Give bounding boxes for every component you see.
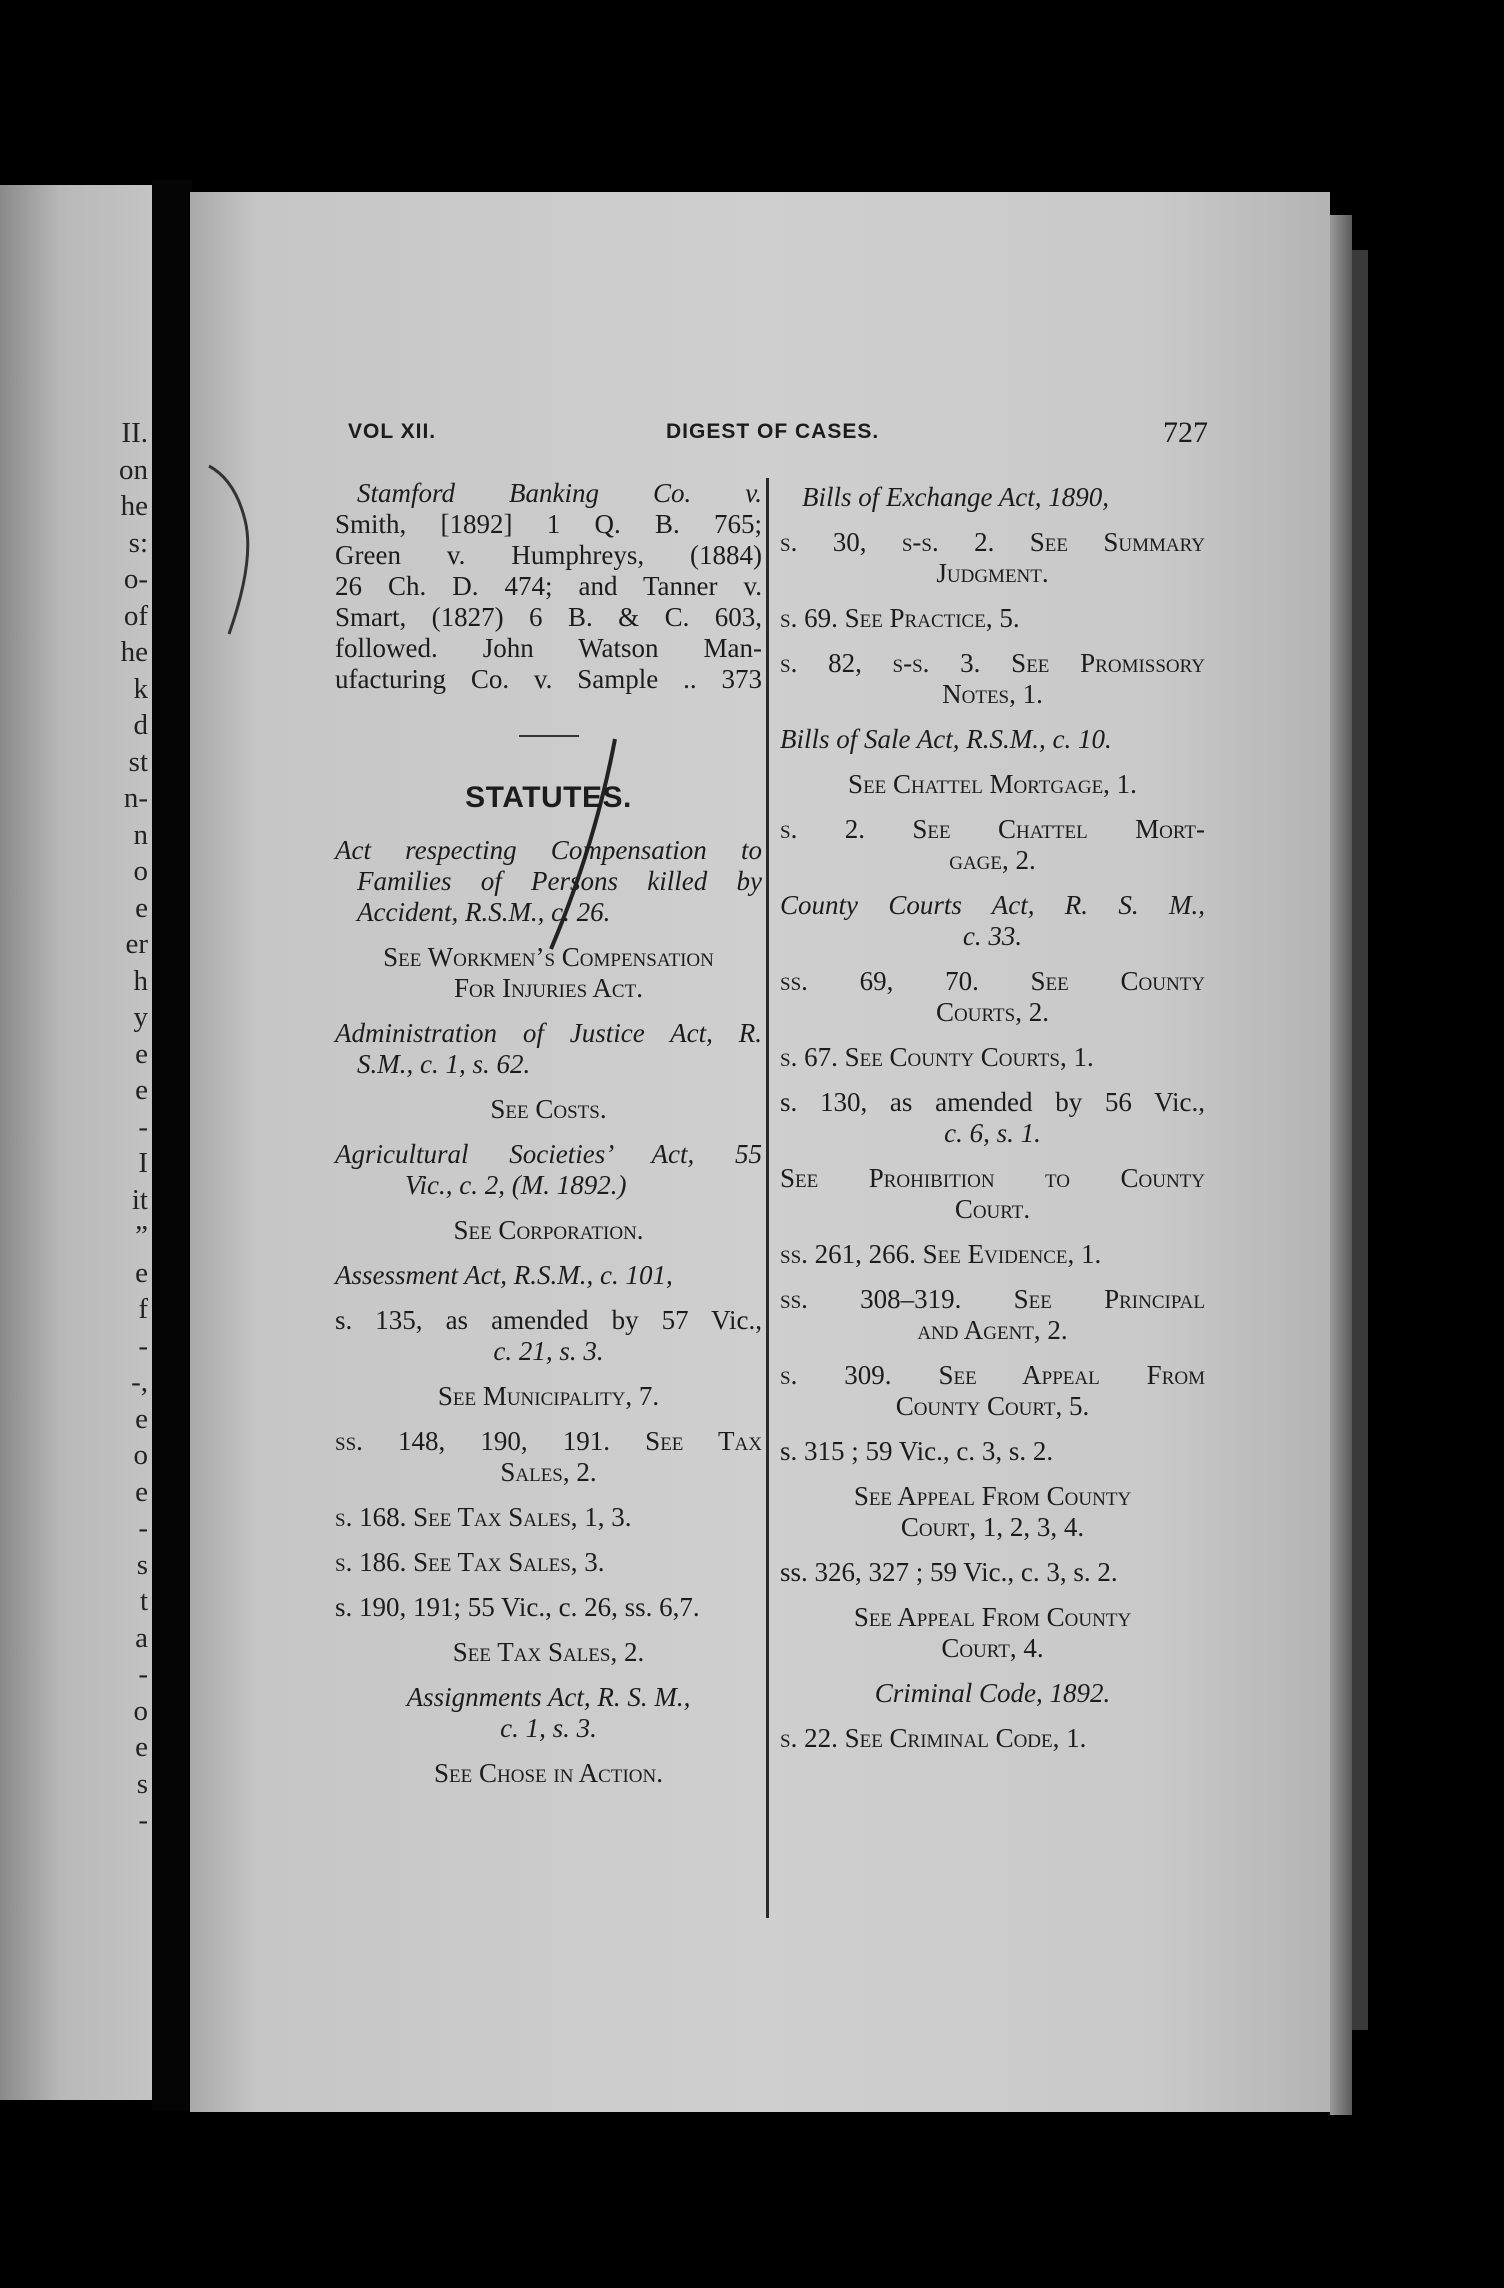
citation-line: followed. John Watson Man- xyxy=(335,633,762,663)
statute-entry: Bills of Sale Act, R.S.M., c. 10. xyxy=(780,724,1112,754)
statute-entry: c. 1, s. 3. xyxy=(500,1713,597,1743)
section-entry: ss. 326, 327 ; 59 Vic., c. 3, s. 2. xyxy=(780,1557,1118,1587)
cross-reference: See Corporation. xyxy=(453,1215,644,1245)
cross-reference: For Injuries Act. xyxy=(454,973,643,1003)
facing-page-fragment: I xyxy=(138,1147,148,1179)
statute-entry: Vic., c. 2, (M. 1892.) xyxy=(405,1170,627,1200)
section-entry: s. 190, 191; 55 Vic., c. 26, ss. 6,7. xyxy=(335,1592,700,1622)
facing-page-fragment: a xyxy=(135,1621,148,1654)
facing-page-fragment: er xyxy=(125,928,148,960)
section-entry: s. 30, s-s. 2. See Summary xyxy=(780,527,1205,557)
statute-entry: Assignments Act, R. S. M., xyxy=(406,1682,691,1712)
cross-reference: See Appeal From County xyxy=(853,1481,1132,1511)
section-entry: and Agent, 2. xyxy=(917,1315,1068,1345)
facing-page-fragment: n xyxy=(133,818,148,851)
facing-page-fragment: o xyxy=(133,1694,148,1727)
cross-reference: See Appeal From County xyxy=(853,1602,1132,1632)
section-entry: ss. 148, 190, 191. See Tax xyxy=(335,1426,762,1456)
cross-reference: See Chose in Action. xyxy=(434,1758,663,1788)
section-entry: s. 130, as amended by 56 Vic., xyxy=(780,1087,1205,1117)
facing-page-fragment: - xyxy=(138,1329,148,1362)
statute-entry: County Courts Act, R. S. M., xyxy=(780,890,1205,920)
facing-page-fragment: o- xyxy=(123,563,148,595)
section-entry: ss. 69, 70. See County xyxy=(780,966,1205,996)
section-entry: c. 6, s. 1. xyxy=(944,1118,1041,1148)
facing-page-fragment: e xyxy=(135,1731,148,1763)
facing-page-fragment: - xyxy=(138,1512,148,1544)
facing-page-fragment: f xyxy=(138,1293,148,1325)
statute-entry: Assessment Act, R.S.M., c. 101, xyxy=(335,1260,673,1290)
facing-page-fragment: s xyxy=(136,1767,148,1800)
statute-entry: Agricultural Societies’ Act, 55 xyxy=(335,1139,762,1169)
facing-page-fragment: he xyxy=(120,490,148,522)
facing-page-fragment: e xyxy=(135,1074,148,1106)
facing-page-fragment: e xyxy=(135,891,148,924)
facing-page-fragment: y xyxy=(133,1001,148,1033)
page-edge-shadow xyxy=(1352,250,1368,2030)
section-heading: STATUTES. xyxy=(465,781,632,814)
section-entry: s. 67. See County Courts, 1. xyxy=(780,1042,1094,1072)
statute-entry: Act respecting Compensation to xyxy=(335,835,762,865)
facing-page-fragment: on xyxy=(119,453,148,486)
section-entry: Judgment. xyxy=(936,558,1049,588)
cross-reference: Court, 4. xyxy=(941,1633,1044,1663)
facing-page-fragment: n- xyxy=(123,782,148,814)
facing-page-fragment: -, xyxy=(131,1366,148,1398)
statute-entry: c. 33. xyxy=(962,921,1023,951)
cross-reference: See Costs. xyxy=(490,1094,607,1124)
cross-reference: See Municipality, 7. xyxy=(437,1381,660,1411)
facing-page-fragment: s: xyxy=(128,526,148,559)
cross-reference: Court. xyxy=(954,1194,1031,1224)
facing-page-fragment: II. xyxy=(121,417,148,449)
facing-page-fragment: e xyxy=(135,1402,148,1435)
citation-line: Green v. Humphreys, (1884) xyxy=(335,540,762,570)
section-entry: s. 309. See Appeal From xyxy=(780,1360,1205,1390)
citation-line: Smart, (1827) 6 B. & C. 603, xyxy=(335,602,762,632)
section-entry: gage, 2. xyxy=(949,845,1036,875)
cross-reference: See Prohibition to County xyxy=(780,1163,1205,1193)
book-gutter xyxy=(152,180,192,2110)
facing-page-fragment: - xyxy=(138,1658,148,1690)
cross-reference: See Workmen’s Compensation xyxy=(383,942,714,972)
section-entry: s. 315 ; 59 Vic., c. 3, s. 2. xyxy=(780,1436,1054,1466)
facing-page-fragment: - xyxy=(138,1110,148,1143)
statute-entry: Bills of Exchange Act, 1890, xyxy=(802,482,1109,512)
pencil-bracket-mark xyxy=(205,460,265,640)
cross-reference: See Tax Sales, 2. xyxy=(452,1637,645,1667)
facing-page-fragment: o xyxy=(133,1439,148,1471)
citation-line: ufacturing Co. v. Sample .. 373 xyxy=(335,664,762,694)
statute-entry: Accident, R.S.M., c. 26. xyxy=(357,897,611,927)
facing-page-fragment: of xyxy=(123,599,148,632)
facing-page-fragment: o xyxy=(133,855,148,887)
facing-page-fragment: t xyxy=(139,1585,148,1617)
statute-entry: S.M., c. 1, s. 62. xyxy=(357,1049,531,1079)
section-entry: s. 82, s-s. 3. See Promissory xyxy=(780,648,1205,678)
section-entry: s. 2. See Chattel Mort- xyxy=(780,814,1205,844)
statute-entry: Administration of Justice Act, R. xyxy=(335,1018,762,1048)
citation-line: Stamford Banking Co. v. xyxy=(357,478,762,508)
page-number: 727 xyxy=(1163,416,1208,449)
section-entry: s. 168. See Tax Sales, 1, 3. xyxy=(335,1502,632,1532)
facing-page-fragment: ” xyxy=(135,1220,148,1252)
facing-page-fragment: h xyxy=(133,964,148,997)
facing-page-fragment: s xyxy=(136,1548,148,1581)
facing-page-fragment: d xyxy=(133,709,148,741)
statute-entry: Families of Persons killed by xyxy=(357,866,762,896)
running-head-volume: VOL XII. xyxy=(348,420,437,443)
facing-page-fragment: he xyxy=(120,636,148,668)
facing-page-fragment: e xyxy=(135,1037,148,1070)
section-entry: c. 21, s. 3. xyxy=(493,1336,604,1366)
statute-entry: Criminal Code, 1892. xyxy=(874,1678,1111,1708)
facing-page-fragment: k xyxy=(133,672,148,705)
section-entry: County Court, 5. xyxy=(895,1391,1090,1421)
section-entry: s. 186. See Tax Sales, 3. xyxy=(335,1547,605,1577)
facing-page-fragment: st xyxy=(128,745,148,778)
section-entry: s. 69. See Practice, 5. xyxy=(780,603,1020,633)
cross-reference: See Chattel Mortgage, 1. xyxy=(848,769,1137,799)
right-column xyxy=(780,482,1205,1754)
facing-page-fragment: - xyxy=(138,1804,148,1836)
page-edge xyxy=(1330,215,1352,2115)
facing-page-fragment: e xyxy=(135,1256,148,1289)
section-entry: ss. 261, 266. See Evidence, 1. xyxy=(780,1239,1102,1269)
running-head-title: DIGEST OF CASES. xyxy=(666,420,880,443)
section-entry: Notes, 1. xyxy=(942,679,1043,709)
column-rule xyxy=(766,478,769,1918)
section-divider xyxy=(519,735,579,737)
facing-page-fragment: it xyxy=(131,1183,148,1216)
section-entry: Courts, 2. xyxy=(936,997,1049,1027)
facing-page xyxy=(0,185,152,2100)
section-entry: s. 135, as amended by 57 Vic., xyxy=(335,1305,762,1335)
citation-line: Smith, [1892] 1 Q. B. 765; xyxy=(335,509,762,539)
left-column xyxy=(335,478,762,1789)
cross-reference: Court, 1, 2, 3, 4. xyxy=(900,1512,1085,1542)
section-entry: Sales, 2. xyxy=(500,1457,597,1487)
section-entry: s. 22. See Criminal Code, 1. xyxy=(780,1723,1087,1753)
facing-page-fragment: e xyxy=(135,1475,148,1508)
section-entry: ss. 308–319. See Principal xyxy=(780,1284,1205,1314)
citation-line: 26 Ch. D. 474; and Tanner v. xyxy=(335,571,762,601)
